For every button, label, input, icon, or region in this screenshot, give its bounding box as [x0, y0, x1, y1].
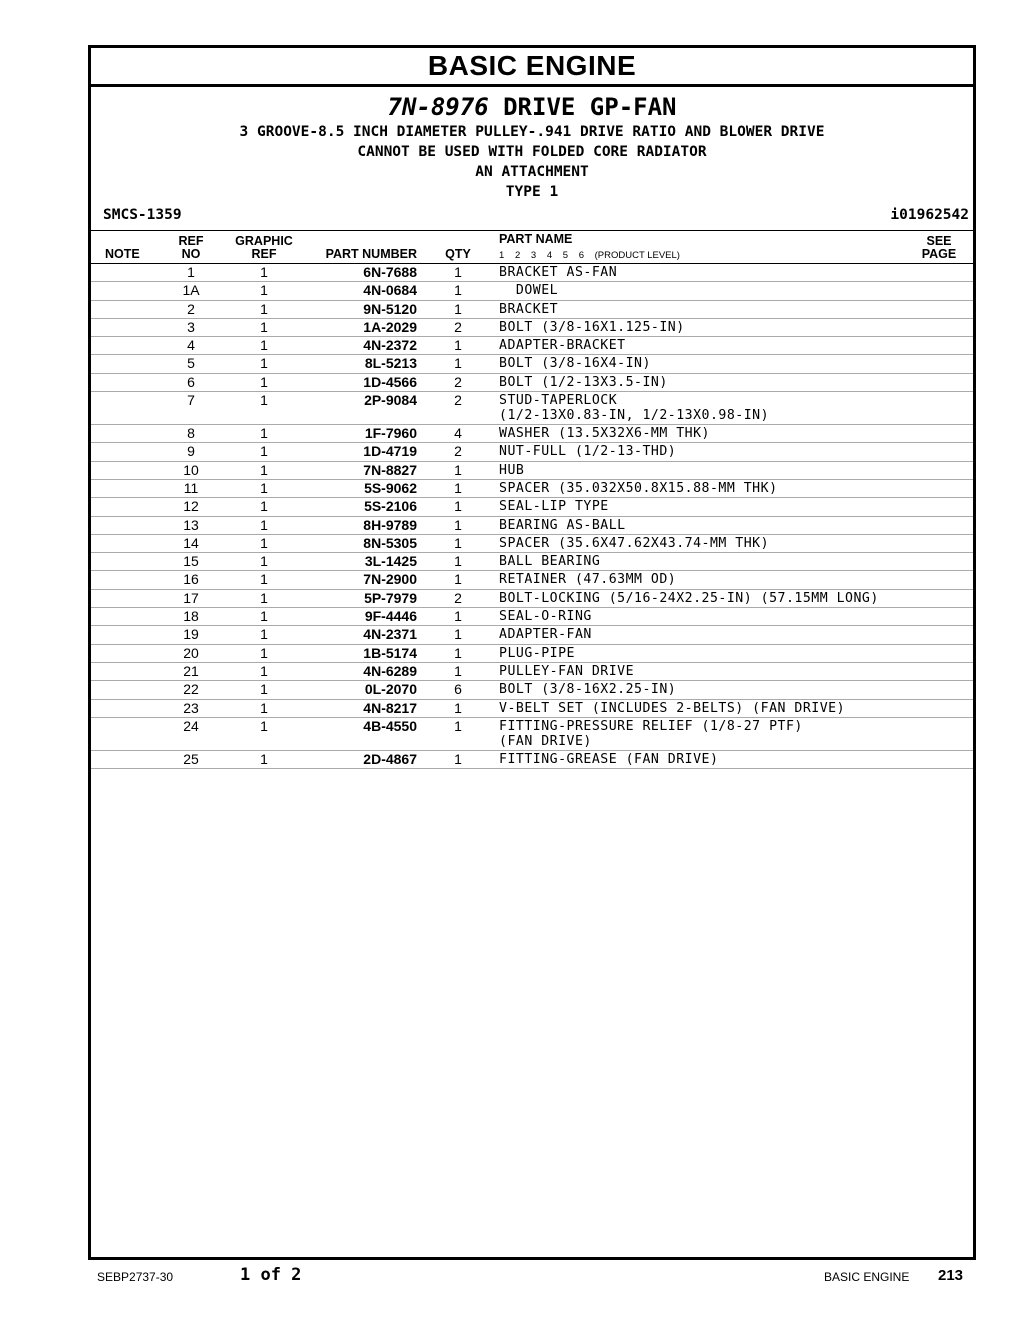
quantity: 1 [454, 264, 462, 280]
section-title: BASIC ENGINE [427, 50, 637, 81]
ref-no: 14 [183, 534, 199, 551]
group-part-number[interactable]: 7N-8976 [387, 93, 489, 121]
product-level-2: 2 [514, 250, 521, 261]
table-row [91, 319, 973, 337]
part-number-link[interactable]: 1D-4566 [363, 373, 417, 390]
part-number-link[interactable]: 0L-2070 [364, 681, 417, 698]
ref-no: 5 [187, 355, 195, 372]
part-name: HUB [499, 462, 525, 478]
part-name: PLUG-PIPE [499, 645, 575, 661]
col-note: NOTE [105, 247, 140, 261]
graphic-ref: 1 [260, 392, 268, 409]
identifier-row [91, 202, 973, 230]
ref-no: 18 [183, 608, 199, 625]
table-row [91, 480, 973, 498]
table-row [91, 626, 973, 644]
group-header [91, 87, 973, 202]
part-name: ADAPTER-FAN [499, 627, 592, 643]
ref-no: 13 [183, 516, 199, 533]
quantity: 1 [454, 644, 462, 661]
table-header [91, 230, 973, 264]
table-row [91, 337, 973, 355]
graphic-ref: 1 [260, 355, 268, 372]
table-row [91, 392, 973, 425]
ref-no: 10 [183, 461, 199, 478]
product-level-6: 6 [578, 250, 584, 261]
graphic-ref: 1 [260, 589, 268, 606]
product-level-1: 1 [499, 250, 505, 261]
part-number-link[interactable]: 8H-9789 [363, 516, 417, 533]
quantity: 1 [454, 300, 462, 317]
table-row [91, 571, 973, 589]
part-number-link[interactable]: 9F-4446 [364, 608, 417, 625]
footer-section-name: BASIC ENGINE [824, 1270, 910, 1284]
ref-no: 20 [183, 644, 199, 661]
table-row [91, 355, 973, 373]
product-level-caption: (PRODUCT LEVEL) [594, 250, 680, 261]
part-number-link[interactable]: 5S-9062 [364, 479, 417, 496]
quantity: 1 [454, 498, 462, 515]
col-graphic-bottom: REF [251, 247, 277, 261]
quantity: 2 [454, 373, 462, 390]
quantity: 2 [454, 443, 462, 460]
quantity: 1 [454, 516, 462, 533]
part-number-link[interactable]: 8N-5305 [363, 534, 417, 551]
ref-no: 11 [183, 479, 199, 496]
ref-no: 9 [187, 443, 195, 460]
graphic-ref: 1 [260, 264, 268, 280]
table-row [91, 608, 973, 626]
part-name: BRACKET AS-FAN [499, 265, 618, 280]
graphic-ref: 1 [260, 498, 268, 515]
ref-no: 24 [183, 717, 199, 734]
table-row [91, 425, 973, 443]
ref-no: 21 [183, 662, 199, 679]
table-row [91, 681, 973, 699]
graphic-ref: 1 [260, 699, 268, 716]
part-number-link[interactable]: 4N-8217 [363, 699, 417, 716]
graphic-ref: 1 [260, 461, 268, 478]
section-header [91, 48, 973, 87]
table-row [91, 590, 973, 608]
graphic-ref: 1 [260, 626, 268, 643]
group-description-line: CANNOT BE USED WITH FOLDED CORE RADIATOR [357, 144, 707, 160]
part-name: BEARING AS-BALL [499, 517, 626, 533]
table-row [91, 462, 973, 480]
table-row [91, 498, 973, 516]
graphic-ref: 1 [260, 516, 268, 533]
quantity: 1 [454, 608, 462, 625]
graphic-ref: 1 [260, 608, 268, 625]
ref-no: 17 [183, 589, 199, 606]
ref-no: 3 [187, 318, 195, 335]
graphic-ref: 1 [260, 425, 268, 442]
table-row [91, 553, 973, 571]
group-name: DRIVE GP-FAN [503, 93, 677, 121]
table-row [91, 718, 973, 751]
part-number-link[interactable]: 6N-7688 [363, 264, 417, 280]
quantity: 1 [454, 479, 462, 496]
ref-no: 16 [183, 571, 199, 588]
quantity: 1 [454, 282, 462, 299]
part-number-link[interactable]: 2P-9084 [364, 392, 417, 409]
part-name: SEAL-O-RING [499, 609, 592, 625]
part-name: NUT-FULL (1/2-13-THD) [499, 444, 677, 460]
table-row [91, 700, 973, 718]
part-number-link[interactable]: 7N-8827 [363, 461, 417, 478]
document-number: SEBP2737-30 [97, 1270, 174, 1284]
quantity: 1 [454, 662, 462, 679]
col-ref-top: REF [178, 234, 204, 248]
part-number-link[interactable]: 4N-2372 [363, 337, 417, 354]
parts-table-body [91, 264, 973, 769]
quantity: 1 [454, 337, 462, 354]
quantity: 4 [454, 425, 462, 442]
group-description-line: AN ATTACHMENT [475, 164, 589, 180]
quantity: 1 [454, 553, 462, 570]
ref-no: 7 [187, 392, 195, 409]
part-number-link[interactable]: 1D-4719 [363, 443, 417, 460]
part-name: BALL BEARING [499, 554, 601, 570]
graphic-ref: 1 [260, 337, 268, 354]
product-level-scale [499, 250, 688, 261]
ref-no: 1 [187, 264, 195, 280]
col-ref-bottom: NO [181, 247, 201, 261]
graphic-ref: 1 [260, 373, 268, 390]
group-description-line: TYPE 1 [505, 184, 559, 200]
quantity: 2 [454, 318, 462, 335]
table-row [91, 645, 973, 663]
ref-no: 2 [187, 300, 195, 317]
ref-no: 6 [187, 373, 195, 390]
ref-no: 25 [183, 750, 199, 767]
group-description-line: 3 GROOVE-8.5 INCH DIAMETER PULLEY-.941 DRIVE RATIO AND BLOWER DRIVE [239, 124, 825, 140]
part-name: BRACKET [499, 301, 559, 317]
part-number-link[interactable]: 9N-5120 [363, 300, 417, 317]
part-name: FITTING-PRESSURE RELIEF (1/8-27 PTF) (FAN DRIVE) [499, 718, 803, 749]
quantity: 1 [454, 355, 462, 372]
graphic-ref: 1 [260, 662, 268, 679]
product-level-5: 5 [562, 250, 569, 261]
part-number-link[interactable]: 8L-5213 [364, 355, 417, 372]
ref-no: 4 [187, 337, 195, 354]
table-row [91, 374, 973, 392]
graphic-ref: 1 [260, 717, 268, 734]
part-name: BOLT (1/2-13X3.5-IN) [499, 374, 668, 390]
graphic-ref: 1 [260, 300, 268, 317]
table-row [91, 517, 973, 535]
part-number-link[interactable]: 5S-2106 [364, 498, 417, 515]
quantity: 1 [454, 571, 462, 588]
page-footer [0, 1265, 1020, 1289]
ref-no: 12 [183, 498, 199, 515]
part-name: BOLT (3/8-16X4-IN) [499, 356, 651, 372]
part-name: SPACER (35.032X50.8X15.88-MM THK) [499, 480, 778, 496]
part-number-link[interactable]: 2D-4867 [363, 750, 417, 767]
ref-no: 19 [183, 626, 199, 643]
part-number-link[interactable]: 1B-5174 [363, 644, 417, 661]
graphic-ref: 1 [260, 479, 268, 496]
graphic-ref: 1 [260, 282, 268, 299]
ref-no: 22 [183, 681, 199, 698]
ref-no: 15 [183, 553, 199, 570]
part-number-link[interactable]: 5P-7979 [364, 589, 417, 606]
smcs-code: SMCS-1359 [103, 207, 182, 223]
part-number-link[interactable]: 4N-2371 [363, 626, 417, 643]
part-number-link[interactable]: 1F-7960 [364, 425, 417, 442]
part-number-link[interactable]: 3L-1425 [364, 553, 417, 570]
table-row [91, 751, 973, 769]
quantity: 1 [454, 626, 462, 643]
part-number-link[interactable]: 1A-2029 [363, 318, 417, 335]
part-number-link[interactable]: 7N-2900 [363, 571, 417, 588]
graphic-ref: 1 [260, 571, 268, 588]
part-name: BOLT (3/8-16X2.25-IN) [499, 682, 677, 698]
part-name: WASHER (13.5X32X6-MM THK) [499, 426, 710, 442]
part-name: PULLEY-FAN DRIVE [499, 663, 635, 679]
sheet-count: 1 of 2 [240, 1265, 302, 1285]
part-name: BOLT (3/8-16X1.125-IN) [499, 319, 685, 335]
part-name: ADAPTER-BRACKET [499, 338, 626, 354]
part-number-link[interactable]: 4B-4550 [363, 717, 417, 734]
part-name: RETAINER (47.63MM OD) [499, 572, 677, 588]
table-row [91, 282, 973, 300]
part-name: V-BELT SET (INCLUDES 2-BELTS) (FAN DRIVE) [499, 700, 846, 716]
parts-page-frame [88, 45, 976, 1260]
table-row [91, 301, 973, 319]
part-name: STUD-TAPERLOCK (1/2-13X0.83-IN, 1/2-13X0.98-IN) [499, 393, 770, 424]
part-name: FITTING-GREASE (FAN DRIVE) [499, 751, 719, 767]
table-row [91, 443, 973, 461]
quantity: 1 [454, 750, 462, 767]
col-part-number: PART NUMBER [325, 247, 417, 261]
table-row [91, 663, 973, 681]
product-level-3: 3 [530, 250, 537, 261]
part-number-link[interactable]: 4N-6289 [363, 662, 417, 679]
part-name: DOWEL [499, 283, 559, 299]
table-row [91, 264, 973, 282]
graphic-ref: 1 [260, 750, 268, 767]
quantity: 1 [454, 717, 462, 734]
page-number: 213 [938, 1267, 964, 1284]
part-number-link[interactable]: 4N-0684 [363, 282, 417, 299]
part-name: BOLT-LOCKING (5/16-24X2.25-IN) (57.15MM LONG) [499, 590, 879, 606]
quantity: 6 [454, 681, 462, 698]
illustration-id: i01962542 [890, 207, 969, 223]
quantity: 1 [454, 461, 462, 478]
col-graphic-top: GRAPHIC [235, 234, 293, 248]
col-see-top: SEE [926, 234, 952, 248]
graphic-ref: 1 [260, 644, 268, 661]
group-title [91, 92, 973, 122]
quantity: 2 [454, 392, 462, 409]
col-part-name: PART NAME [499, 232, 573, 246]
graphic-ref: 1 [260, 318, 268, 335]
quantity: 2 [454, 589, 462, 606]
ref-no: 1A [182, 282, 200, 299]
ref-no: 23 [183, 699, 199, 716]
graphic-ref: 1 [260, 534, 268, 551]
part-name: SEAL-LIP TYPE [499, 499, 609, 515]
part-name: SPACER (35.6X47.62X43.74-MM THK) [499, 535, 770, 551]
col-see-bottom: PAGE [921, 247, 957, 261]
quantity: 1 [454, 699, 462, 716]
quantity: 1 [454, 534, 462, 551]
graphic-ref: 1 [260, 553, 268, 570]
table-row [91, 535, 973, 553]
graphic-ref: 1 [260, 681, 268, 698]
graphic-ref: 1 [260, 443, 268, 460]
col-qty: QTY [445, 247, 471, 261]
product-level-4: 4 [546, 250, 553, 261]
ref-no: 8 [187, 425, 195, 442]
